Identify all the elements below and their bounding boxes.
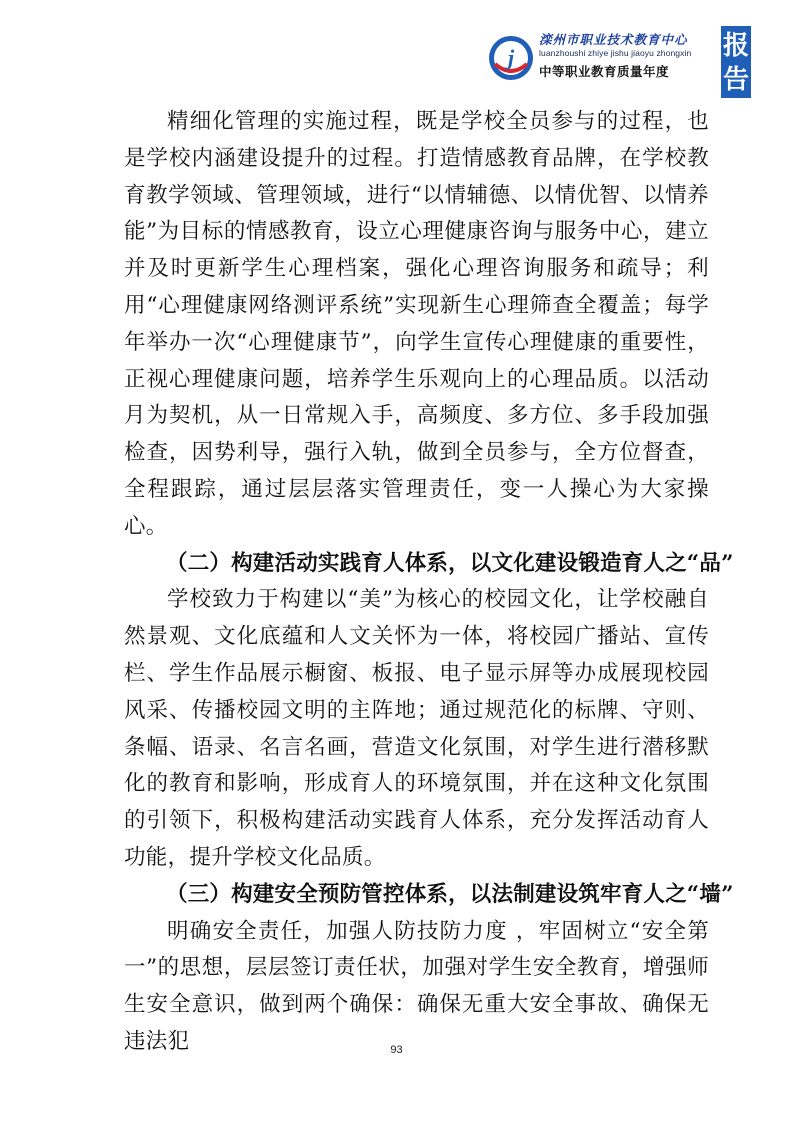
logo-letter: j bbox=[507, 45, 515, 70]
paragraph-management: 精细化管理的实施过程，既是学校全员参与的过程，也是学校内涵建设提升的过程。打造情感教育品牌，在学校教育教学领域、管理领域，进行“以情辅德、以情优智、以情养能”为目标的情感教育，设立心理健康咨询与服务中心，建立并及时更新学生心理档案，强化心理咨询服务和疏导；利用“心理健康网络测评系统”实现新生心理筛查全覆盖；每学年举办一次“心理健康节”，向学生宣传心理健康的重要性，正视心理健康问题，培养学生乐观向上的心理品质。以活动月为契机，从一日常规入手，高频度、多方位、多手段加强检查，因势利导，强行入轨，做到全员参与，全方位督查，全程跟踪，通过层层落实管理责任，变一人操心为大家操心。 bbox=[124, 109, 709, 539]
paragraph-safety: 明确安全责任，加强人防技防力度 ，牢固树立“安全第一”的思想，层层签订责任状，加强对学生安全教育，增强师生安全意识，做到两个确保：确保无重大安全事故、确保无违法犯 bbox=[124, 918, 709, 1054]
badge-char-bottom: 告 bbox=[722, 64, 749, 94]
org-name-cn: 滦州市职业技术教育中心 bbox=[539, 32, 688, 47]
section-heading-3: （三）构建安全预防管控体系，以法制建设筑牢育人之“墙” bbox=[166, 881, 734, 907]
report-subtitle: 中等职业教育质量年度 bbox=[539, 65, 670, 79]
paragraph-culture: 学校致力于构建以“美”为核心的校园文化，让学校融自然景观、文化底蕴和人文关怀为一体，将校园广播站、宣传栏、学生作品展示橱窗、板报、电子显示屏等办成展现校园风采、传播校园文明的主阵地；通过规范化的标牌、守则、条幅、语录、名言名画，营造文化氛围，对学生进行潜移默化的教育和影响，形成育人的环境氛围，并在这种文化氛围的引领下，积极构建活动实践育人体系，充分发挥活动育人功能，提升学校文化品质。 bbox=[124, 587, 709, 870]
org-name-pinyin: luanzhoushi zhiye jishu jiaoyu zhongxin bbox=[539, 48, 692, 58]
document-body bbox=[124, 104, 734, 1061]
badge-char-top: 报 bbox=[722, 30, 749, 60]
school-logo-icon bbox=[487, 34, 535, 82]
report-badge bbox=[721, 26, 751, 98]
page-number: 93 bbox=[390, 1044, 403, 1056]
report-header bbox=[487, 26, 767, 100]
section-heading-2: （二）构建活动实践育人体系，以文化建设锻造育人之“品” bbox=[166, 550, 734, 576]
